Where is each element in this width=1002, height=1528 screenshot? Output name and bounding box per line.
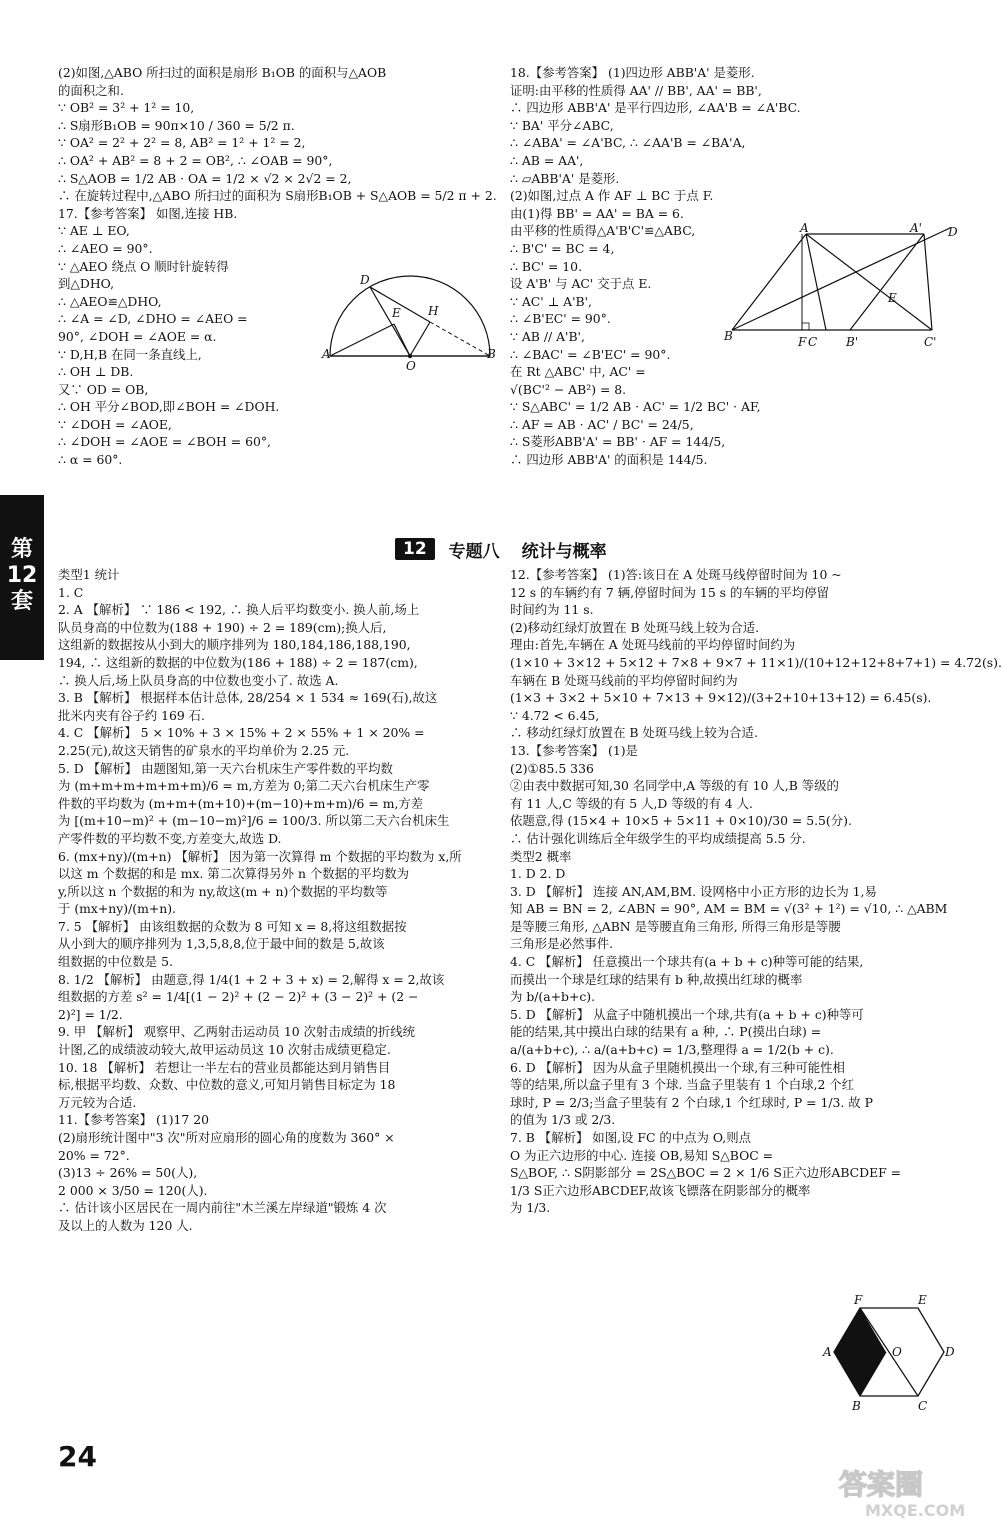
answer-line: 11.【参考答案】 (1)17 20	[58, 1112, 210, 1128]
answer-line: (2)移动红绿灯放置在 B 处斑马线上较为合适.	[510, 619, 760, 635]
answer-line: ∴ ∠DOH = ∠AOE = ∠BOH = 60°,	[58, 434, 271, 450]
answer-line: 是等腰三角形, △ABN 是等腰直角三角形, 所得三角形是等腰	[510, 918, 841, 934]
answer-line: (2)①85.5 336	[510, 760, 594, 776]
answer-line: ∴ S扇形B₁OB = 90π×10 / 360 = 5/2 π.	[58, 117, 295, 133]
answer-line: 设 A'B' 与 AC' 交于点 E.	[510, 276, 652, 292]
answer-line: S△BOF, ∴ S阴影部分 = 2S△BOC = 2 × 1/6 S正六边形ABCDEF =	[510, 1165, 902, 1181]
answer-line: 球时, P = 2/3;当盒子里装有 2 个白球,1 个红球时, P = 1/3. 故 P	[510, 1094, 873, 1110]
answer-line: 等的结果,所以盒子里有 3 个球. 当盒子里装有 1 个白球,2 个红	[510, 1077, 855, 1093]
fig-label-D: D	[945, 1345, 955, 1359]
answer-line: 组数据的中位数是 5.	[58, 954, 173, 970]
section-heading	[395, 536, 607, 562]
answer-line: 的面积之和.	[58, 82, 124, 98]
answer-line: 在 Rt △ABC' 中, AC' =	[510, 364, 646, 380]
answer-line: ∵ △AEO 绕点 O 顺时针旋转得	[58, 258, 229, 274]
page-number: 24	[58, 1440, 97, 1473]
translation-figure	[724, 222, 964, 357]
fig-label-B: B	[724, 329, 733, 343]
answer-line: 由平移的性质得△A'B'C'≌△ABC,	[510, 223, 696, 239]
answer-line: 4. C 【解析】 任意摸出一个球共有(a + b + c)种等可能的结果,	[510, 954, 864, 970]
answer-line: ∴ S菱形ABB'A' = BB' · AF = 144/5,	[510, 434, 726, 450]
answer-line: 8. 1/2 【解析】 由题意,得 1/4(1 + 2 + 3 + x) = 2,解得 x = 2,故该	[58, 971, 445, 987]
answer-line: 类型1 统计	[58, 567, 120, 582]
answer-line: ∴ 四边形 ABB'A' 的面积是 144/5.	[510, 452, 708, 468]
answer-line: 9. 甲 【解析】 观察甲、乙两射击运动员 10 次射击成绩的折线统	[58, 1024, 416, 1040]
answer-line: 6. D 【解析】 因为从盒子里随机摸出一个球,有三种可能性相	[510, 1059, 845, 1075]
answer-line: ∴ AF = AB · AC' / BC' = 24/5,	[510, 416, 694, 432]
answer-line: 90°, ∠DOH = ∠AOE = α.	[58, 328, 217, 344]
answer-line: ∴ AB = AA',	[510, 152, 584, 168]
semicircle-figure	[322, 272, 497, 372]
answer-line: 为 b/(a+b+c).	[510, 989, 596, 1005]
answer-line: 13.【参考答案】 (1)是	[510, 742, 638, 758]
answer-line: ∵ BA' 平分∠ABC,	[510, 117, 614, 133]
answer-line: 于 (mx+ny)/(m+n).	[58, 901, 176, 917]
answer-line: y,所以这 n 个数据的和为 ny,故这(m + n)个数据的平均数等	[58, 883, 388, 899]
fig-label-E: E	[888, 291, 897, 305]
answer-line: ∴ ∠ABA' = ∠A'BC, ∴ ∠AA'B = ∠BA'A,	[510, 135, 746, 151]
answer-line: O 为正六边形的中心. 连接 OB,易知 S△BOC =	[510, 1147, 774, 1163]
answer-line: 以这 m 个数据的和是 mx. 第二次算得另外 n 个数据的平均数为	[58, 866, 410, 882]
answer-line: ∴ 估计该小区居民在一周内前往"木兰溪左岸绿道"锻炼 4 次	[58, 1200, 387, 1216]
answer-line: 3. D 【解析】 连接 AN,AM,BM. 设网格中小正方形的边长为 1,易	[510, 883, 877, 899]
answer-line: ∴ 换人后,场上队员身高的中位数也变小了. 故选 A.	[58, 672, 339, 688]
answer-line: ∵ AE ⊥ EO,	[58, 223, 130, 239]
answer-line: ∴ S△AOB = 1/2 AB · OA = 1/2 × √2 × 2√2 = 2,	[58, 170, 352, 186]
answer-line: 及以上的人数为 120 人.	[58, 1217, 193, 1233]
answer-line: 为 1/3.	[510, 1200, 551, 1216]
answer-line: 产零件数的平均数不变,方差变大,故选 D.	[58, 830, 282, 846]
answer-line: 依题意,得 (15×4 + 10×5 + 5×11 + 0×10)/30 = 5.5(分).	[510, 813, 852, 829]
watermark-url: MXQE.COM	[865, 1501, 966, 1520]
answer-line: 有 11 人,C 等级的有 5 人,D 等级的有 4 人.	[510, 795, 753, 811]
answer-line: 20% = 72°.	[58, 1147, 130, 1163]
answer-line: ∵ 4.72 < 6.45,	[510, 707, 600, 723]
answer-line: 知 AB = BN = 2, ∠ABN = 90°, AM = BM = √(3² + 1²) = √10, ∴ △ABM	[510, 901, 948, 917]
answer-line: 10. 18 【解析】 若想让一半左右的营业员都能达到月销售目	[58, 1059, 391, 1075]
fig-label-H: H	[428, 304, 439, 318]
answer-line: ∵ OB² = 3² + 1² = 10,	[58, 100, 195, 116]
answer-line: 7. 5 【解析】 由该组数据的众数为 8 可知 x = 8,将这组数据按	[58, 918, 407, 934]
section-title: 专题八	[448, 541, 500, 562]
answer-line: 三角形是必然事件.	[510, 936, 614, 952]
answer-line: √(BC'² − AB²) = 8.	[510, 381, 627, 397]
answer-line: (3)13 ÷ 26% = 50(人),	[58, 1165, 198, 1181]
answer-line: ∴ 估计强化训练后全年级学生的平均成绩提高 5.5 分.	[510, 830, 806, 846]
answer-line: 1/3 S正六边形ABCDEF,故该飞镖落在阴影部分的概率	[510, 1182, 811, 1198]
answer-line: 12 s 的车辆约有 7 辆,停留时间为 15 s 的车辆的平均停留	[510, 584, 830, 600]
fig-label-B: B	[852, 1399, 861, 1413]
fig-label-O: O	[892, 1345, 902, 1359]
answer-line: 为 [(m+10−m)² + (m−10−m)²]/6 = 100/3. 所以第二天六台机床生	[58, 813, 450, 829]
answer-line: 为 (m+m+m+m+m+m)/6 = m,方差为 0;第二天六台机床生产零	[58, 778, 430, 794]
answer-line: ∴ 移动红绿灯放置在 B 处斑马线上较为合适.	[510, 725, 758, 741]
fig-label-O: O	[406, 359, 416, 373]
answer-line: ②由表中数据可知,30 名同学中,A 等级的有 10 人,B 等级的	[510, 778, 839, 794]
fig-label-E: E	[918, 1293, 927, 1307]
answer-line: 5. D 【解析】 从盒子中随机摸出一个球,共有(a + b + c)种等可	[510, 1006, 864, 1022]
answer-line: ∴ 在旋转过程中,△ABO 所扫过的面积为 S扇形B₁OB + S△AOB = 5/2 π + 2.	[58, 188, 497, 204]
answer-line: ∴ OH 平分∠BOD,即∠BOH = ∠DOH.	[58, 399, 280, 415]
answer-line: ∴ OA² + AB² = 8 + 2 = OB², ∴ ∠OAB = 90°,	[58, 152, 333, 168]
answer-line: 队员身高的中位数为(188 + 190) ÷ 2 = 189(cm);换人后,	[58, 619, 387, 635]
fig-label-A-prime: A'	[910, 221, 922, 235]
answer-line: 2.25(元),故这天销售的矿泉水的平均单价为 2.25 元.	[58, 742, 350, 758]
answer-line: 5. D 【解析】 由题图知,第一天六台机床生产零件数的平均数	[58, 760, 393, 776]
answer-line: 万元较为合适.	[58, 1094, 137, 1110]
answer-line: ∴ OH ⊥ DB.	[58, 364, 134, 380]
answer-line: ∵ ∠DOH = ∠AOE,	[58, 416, 172, 432]
answer-line: 从小到大的顺序排列为 1,3,5,8,8,位于最中间的数是 5,故该	[58, 936, 385, 952]
answer-line: 标,根据平均数、众数、中位数的意义,可知月销售目标定为 18	[58, 1077, 396, 1093]
answer-line: (1×10 + 3×12 + 5×12 + 7×8 + 9×7 + 11×1)/(10+12+12+8+7+1) = 4.72(s).	[510, 654, 1002, 670]
answer-line: 3. B 【解析】 根据样本估计总体, 28/254 × 1 534 ≈ 169(石),故这	[58, 690, 438, 706]
answer-line: ∴ ∠B'EC' = 90°.	[510, 311, 611, 327]
section-number-badge: 12	[395, 538, 435, 560]
answer-line: ∴ BC' = 10.	[510, 258, 583, 274]
answer-line: 又∵ OD = OB,	[58, 381, 149, 397]
answer-column-bottom-right	[510, 566, 1002, 1217]
answer-line: 2)²] = 1/2.	[58, 1006, 123, 1022]
answer-line: 批米内夹有谷子约 169 石.	[58, 707, 205, 723]
answer-line: a/(a+b+c), ∴ a/(a+b+c) = 1/3,整理得 a = 1/2(b + c).	[510, 1042, 834, 1058]
answer-line: 由(1)得 BB' = AA' = BA = 6.	[510, 205, 684, 221]
answer-line: (2)如图,△ABO 所扫过的面积是扇形 B₁OB 的面积与△AOB	[58, 65, 387, 80]
section-subtitle: 统计与概率	[521, 541, 607, 562]
answer-column-top-left	[58, 64, 498, 469]
side-tab-line-3: 套	[10, 589, 33, 614]
answer-line: 时间约为 11 s.	[510, 602, 594, 618]
fig-label-D: D	[948, 225, 958, 239]
answer-line: (2)扇形统计图中"3 次"所对应扇形的圆心角的度数为 360° ×	[58, 1130, 395, 1145]
fig-label-B-prime: B'	[846, 335, 859, 349]
answer-line: ∵ AC' ⊥ A'B',	[510, 293, 592, 309]
answer-line: 1. D 2. D	[510, 866, 566, 882]
answer-line: ∴ △AEO≌△DHO,	[58, 293, 162, 309]
fig-label-D: D	[360, 273, 370, 287]
fig-label-B: B	[487, 347, 496, 361]
answer-column-bottom-left	[58, 566, 498, 1235]
answer-line: 证明:由平移的性质得 AA' // BB', AA' = BB',	[510, 82, 762, 98]
answer-line: (2)如图,过点 A 作 AF ⊥ BC 于点 F.	[510, 188, 714, 204]
answer-line: 1. C	[58, 584, 84, 600]
answer-line: 这组新的数据按从小到大的顺序排列为 180,184,186,188,190,	[58, 637, 411, 653]
answer-line: 而摸出一个球是红球的结果有 b 种,故摸出红球的概率	[510, 971, 803, 987]
answer-line: 的值为 1/3 或 2/3.	[510, 1112, 616, 1128]
answer-line: ∴ α = 60°.	[58, 452, 123, 468]
side-tab	[0, 495, 44, 660]
answer-line: 7. B 【解析】 如图,设 FC 的中点为 O,则点	[510, 1130, 752, 1145]
answer-line: ∴ ∠AEO = 90°.	[58, 240, 153, 256]
answer-line: ∴ 四边形 ABB'A' 是平行四边形, ∠AA'B = ∠A'BC.	[510, 100, 801, 116]
answer-line: ∵ AB // A'B',	[510, 328, 585, 344]
answer-line: 类型2 概率	[510, 848, 572, 864]
answer-line: ∴ ∠A = ∠D, ∠DHO = ∠AEO =	[58, 311, 248, 327]
answer-line: 17.【参考答案】 如图,连接 HB.	[58, 205, 238, 221]
fig-label-C: C	[918, 1399, 928, 1413]
answer-line: ∴ B'C' = BC = 4,	[510, 240, 615, 256]
fig-label-A: A	[322, 347, 331, 361]
answer-line: ∵ OA² = 2² + 2² = 8, AB² = 1² + 1² = 2,	[58, 135, 306, 151]
hexagon-figure	[822, 1293, 955, 1413]
answer-line: 194, ∴ 这组新的数据的中位数为(186 + 188) ÷ 2 = 187(cm),	[58, 654, 418, 670]
side-tab-line-2: 12	[6, 563, 38, 588]
answer-line: 6. (mx+ny)/(m+n) 【解析】 因为第一次算得 m 个数据的平均数为 x,所	[58, 848, 462, 864]
answer-line: ∵ S△ABC' = 1/2 AB · AC' = 1/2 BC' · AF,	[510, 399, 761, 415]
answer-line: 件数的平均数为 (m+m+(m+10)+(m−10)+m+m)/6 = m,方差	[58, 795, 424, 811]
answer-line: ∴ ▱ABB'A' 是菱形.	[510, 170, 620, 186]
answer-line: 能的结果,其中摸出白球的结果有 a 种, ∴ P(摸出白球) =	[510, 1024, 822, 1040]
answer-line: ∴ ∠BAC' = ∠B'EC' = 90°.	[510, 346, 671, 362]
fig-label-C-prime: C'	[924, 335, 937, 349]
answer-line: 2. A 【解析】 ∵ 186 < 192, ∴ 换人后平均数变小. 换人前,场上	[58, 602, 420, 618]
answer-line: 2 000 × 3/50 = 120(人).	[58, 1182, 208, 1198]
answer-line: 理由:首先,车辆在 A 处斑马线前的平均停留时间约为	[510, 637, 796, 653]
fig-label-C: C	[808, 335, 818, 349]
answer-line: 计图,乙的成绩波动较大,故甲运动员这 10 次射击成绩更稳定.	[58, 1042, 391, 1058]
answer-line: 组数据的方差 s² = 1/4[(1 − 2)² + (2 − 2)² + (3 − 2)² + (2 −	[58, 989, 419, 1005]
answer-line: 12.【参考答案】 (1)答:该日在 A 处斑马线停留时间为 10 ~	[510, 567, 842, 582]
answer-line: 车辆在 B 处斑马线前的平均停留时间约为	[510, 672, 738, 688]
fig-label-F: F	[854, 1293, 863, 1307]
watermark-logo	[835, 1462, 985, 1522]
fig-label-F: F	[798, 335, 807, 349]
answer-line: 到△DHO,	[58, 276, 115, 292]
answer-line: 18.【参考答案】 (1)四边形 ABB'A' 是菱形.	[510, 65, 755, 80]
answer-line: (1×3 + 3×2 + 5×10 + 7×13 + 9×12)/(3+2+10+13+12) = 6.45(s).	[510, 690, 932, 706]
fig-label-A: A	[800, 221, 809, 235]
watermark-title: 答案圈	[839, 1468, 924, 1501]
answer-line: ∵ D,H,B 在同一条直线上,	[58, 346, 202, 362]
side-tab-line-1: 第	[10, 537, 33, 562]
fig-label-A: A	[823, 1345, 832, 1359]
answer-line: 4. C 【解析】 5 × 10% + 3 × 15% + 2 × 55% + 1 × 20% =	[58, 725, 425, 741]
fig-label-E: E	[392, 306, 401, 320]
